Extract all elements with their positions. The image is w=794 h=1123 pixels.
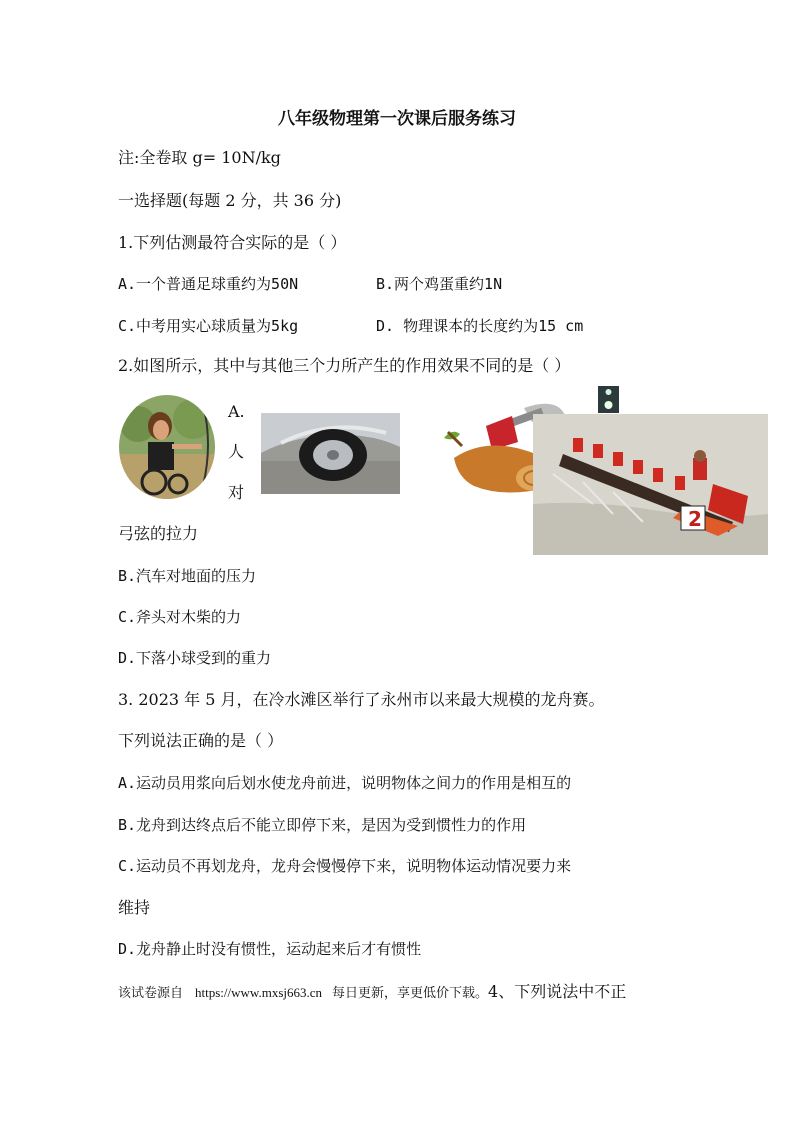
- footer-source: 该试卷源自: [118, 986, 184, 1001]
- footer: [118, 982, 626, 1004]
- footer-url-link[interactable]: https://www.mxsj663.cn: [195, 985, 323, 1000]
- dragon-boat-photo: [533, 414, 768, 555]
- q3-option-a: A.运动员用浆向后划水使龙舟前进，说明物体之间力的作用是相互的: [118, 774, 572, 792]
- falling-ball-photo: [598, 386, 619, 413]
- q2-stem: 2.如图所示，其中与其他三个力所产生的作用效果不同的是（ ）: [118, 356, 571, 375]
- q2-option-d: D.下落小球受到的重力: [118, 649, 272, 667]
- q2-option-c: C.斧头对木柴的力: [118, 608, 242, 626]
- q2-option-a-tail: 弓弦的拉力: [118, 524, 199, 543]
- section-heading: 一选择题(每题 2 分，共 36 分): [118, 191, 342, 210]
- q2-option-a-char-2: 人: [228, 442, 245, 461]
- q3-option-b: B.龙舟到达终点后不能立即停下来，是因为受到惯性力的作用: [118, 816, 527, 834]
- q1-option-c: C.中考用实心球质量为5kg: [118, 317, 299, 335]
- archer-photo: [118, 394, 216, 500]
- q2-option-a-char-3: 对: [228, 483, 245, 502]
- q2-option-a-char-1: A.: [228, 402, 245, 421]
- q3-stem-line-2: 下列说法正确的是（ ）: [118, 731, 284, 750]
- footer-tagline: 每日更新，享更低价下载。: [332, 986, 489, 1001]
- boat-number-label: 2: [688, 507, 702, 531]
- car-tire-photo: [261, 413, 400, 494]
- q1-option-d: D. 物理课本的长度约为15 cm: [376, 317, 584, 335]
- q3-option-d: D.龙舟静止时没有惯性，运动起来后才有惯性: [118, 940, 422, 958]
- note: 注:全卷取 g= 10N/kg: [118, 148, 281, 167]
- q1-option-a: A.一个普通足球重约为50N: [118, 275, 299, 293]
- q1-option-b: B.两个鸡蛋重约1N: [376, 275, 503, 293]
- q2-option-b: B.汽车对地面的压力: [118, 567, 257, 585]
- q3-stem-line-1: 3. 2023 年 5 月，在冷水滩区举行了永州市以来最大规模的龙舟赛。: [118, 690, 605, 709]
- q4-stem-start: 4、下列说法中不正: [488, 982, 627, 1001]
- q3-option-c-line-2: 维持: [118, 898, 151, 917]
- page-title: 八年级物理第一次课后服务练习: [278, 109, 516, 129]
- q1-stem: 1.下列估测最符合实际的是（ ）: [118, 233, 347, 252]
- q3-option-c-line-1: C.运动员不再划龙舟，龙舟会慢慢停下来，说明物体运动情况要力来: [118, 857, 572, 875]
